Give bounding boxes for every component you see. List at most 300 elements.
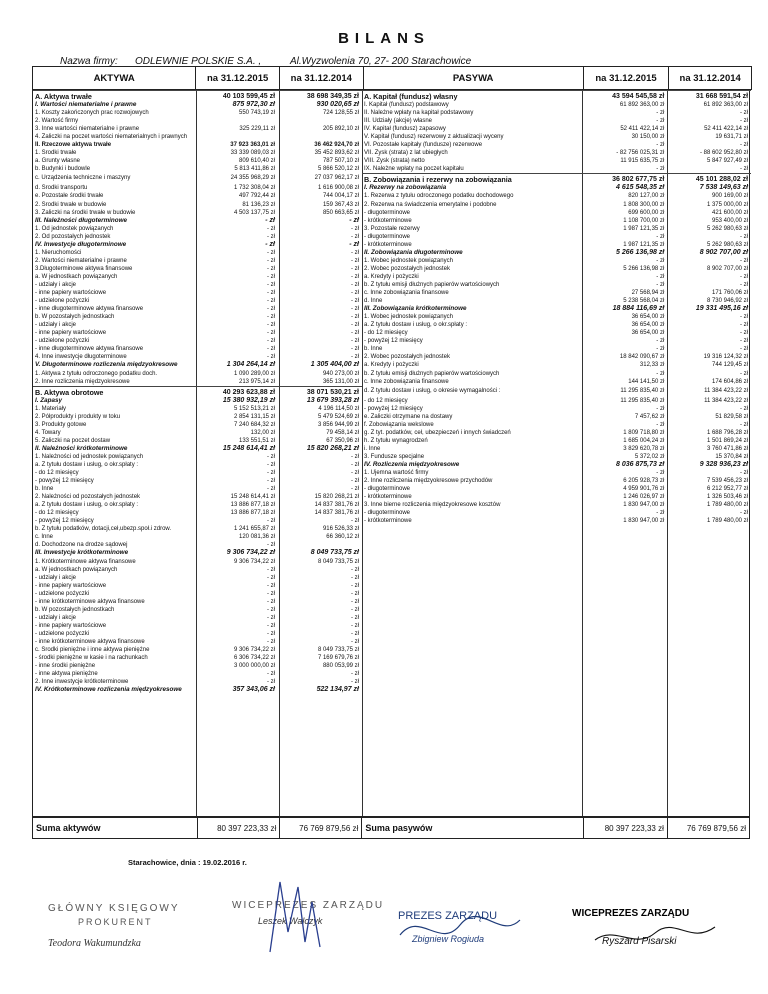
row-value-2014: - zł [351,298,359,305]
row-value-2015: - zł [267,566,276,573]
assets-row [33,217,362,225]
row-label: 1. Należności od jednostek powiązanych [35,453,144,460]
row-value-2015: - zł [267,338,276,345]
row-value-2015: - zł [265,240,276,248]
row-value-2015: - zł [267,233,276,240]
row-value-2014: 365 131,00 zł [322,378,359,385]
liabilities-row [362,397,751,405]
row-value-2014: - zł [351,346,359,353]
liabilities-row [362,517,751,525]
row-value-2015: 11 915 635,75 zł [620,158,665,165]
row-value-2014: 19 631,71 zł [715,134,749,141]
row-label: 1. Ujemna wartość firmy [364,470,429,477]
row-value-2014: - zł [740,314,749,321]
assets-row [33,125,362,133]
row-value-2014: - zł [351,225,359,232]
liabilities-row [362,437,751,445]
assets-row [33,437,362,445]
row-value-2015: - zł [267,330,276,337]
row-label: d. Inne [364,298,383,305]
assets-row [33,321,362,329]
row-value-2015: 1 685 004,24 zł [623,437,665,444]
row-value-2015: - zł [656,421,665,428]
row-label: b. Z tytułu podatków, dotacji,ceł,ubezp.społ.i zdrow. [35,526,172,533]
liabilities-row [362,297,751,305]
row-value-2014: - zł [351,306,359,313]
assets-row [33,549,362,557]
row-value-2014: 8 902 707,00 zł [706,265,749,272]
assets-row [33,249,362,257]
row-value-2014: - zł [740,338,749,345]
assets-row [33,165,362,173]
row-value-2014: - zł [351,574,359,581]
row-label: - krótkoterminowe [364,518,412,525]
row-label: c. Inne [35,534,54,541]
row-value-2014: - zł [351,478,359,485]
row-label: - udzielone pożyczki [35,338,90,345]
row-value-2014: 171 760,06 zł [711,290,749,297]
liabilities-row [362,109,751,117]
row-label: d. Dochodzone na drodze sądowej [35,542,128,549]
row-value-2014: - zł [351,566,359,573]
row-value-2015: - zł [656,110,665,117]
row-value-2014: - zł [740,510,749,517]
row-value-2014: - zł [351,265,359,272]
row-value-2014: 14 837 381,76 zł [314,510,359,517]
row-value-2014: - zł [351,461,359,468]
assets-row [33,273,362,281]
row-value-2014: 1 375 000,00 zł [706,201,749,208]
assets-row [33,541,362,549]
row-label: - inne aktywa pieniężne [35,671,98,678]
president-name: Zbigniew Rogiuda [412,934,485,944]
assets-row [33,566,362,574]
row-value-2015: 4 503 137,75 zł [233,209,276,216]
row-label: h. Z tytułu wynagrodzeń [364,437,428,444]
assets-row [33,184,362,192]
liabilities-row [362,337,751,345]
row-label: c. Inne zobowiązania finansowe [364,290,449,297]
row-value-2015: 9 306 734,22 zł [233,647,276,654]
liabilities-row [362,313,751,321]
liabilities-row [362,321,751,329]
liabilities-row [362,101,751,109]
row-label: - udziały i akcje [35,614,77,621]
row-label: e. Zaliczki otrzymane na dostawy [364,413,453,420]
assets-row [33,421,362,429]
row-value-2014: - zł [349,240,359,248]
liabilities-row [362,90,751,101]
row-value-2015: 36 802 677,75 zł [612,176,665,184]
assets-row [33,173,362,184]
row-value-2015: 61 892 363,00 zł [619,102,665,108]
row-value-2014: 421 600,00 zł [711,209,749,216]
row-value-2014: 52 411 422,14 zł [704,126,749,133]
row-label: III. Zobowiązania krótkoterminowe [364,305,467,313]
liabilities-row [362,413,751,421]
row-label: a. Kredyty i pożyczki [364,273,419,280]
row-label: - długoterminowe [364,209,411,216]
assets-row [33,370,362,378]
assets-row [33,517,362,525]
row-value-2015: - zł [267,598,276,605]
row-value-2015: 820 127,00 zł [628,193,665,200]
row-value-2015: 15 248 614,41 zł [222,444,276,452]
row-label: III. Należności długoterminowe [35,216,128,224]
row-value-2014: - zł [351,679,359,686]
row-label: V. Długoterminowe rozliczenia międzyokresowe [35,361,178,369]
row-value-2014: - zł [351,622,359,629]
vp2-title: WICEPREZES ZARZĄDU [572,908,690,919]
assets-row [33,622,362,630]
row-label: 4. Inne inwestycje długoterminowe [35,354,127,361]
row-value-2014: 11 384 423,22 zł [704,387,749,394]
liabilities-row [362,501,751,509]
row-value-2015: 809 610,40 zł [238,158,276,165]
row-label: 1. Aktywa z tytułu odroczonego podatku doch. [35,370,158,377]
liabilities-row [362,429,751,437]
row-value-2014: 9 328 936,23 zł [699,460,749,468]
row-value-2014: - zł [351,290,359,297]
row-value-2014: - zł [351,606,359,613]
row-value-2014: 5 262 980,63 zł [706,241,749,248]
liabilities-row [362,353,751,361]
row-label: d. Środki transportu [35,185,88,192]
assets-row [33,209,362,217]
row-value-2014: 1 305 404,00 zł [310,361,359,369]
assets-row [33,281,362,289]
liabilities-row [362,201,751,209]
row-value-2015: 357 343,06 zł [232,686,276,694]
row-value-2015: 40 103 599,45 zł [222,93,276,100]
row-value-2014: - zł [740,405,749,412]
row-label: II. Należności krótkoterminowe [35,444,128,452]
row-label: 1. Środki trwałe [35,150,77,157]
row-label: VII. Zysk (strata) z lat ubiegłych [364,150,448,157]
liabilities-row [362,421,751,429]
row-value-2014: 8 049 733,75 zł [317,558,359,565]
assets-total-2015: 80 397 223,33 zł [198,818,280,838]
row-value-2015: - zł [267,298,276,305]
assets-row [33,590,362,598]
row-value-2015: 52 411 422,14 zł [620,126,665,133]
row-label: VI. Pozostałe kapitały (fundusze) rezerwowe [364,142,483,149]
row-value-2015: 5 266 136,98 zł [623,265,665,272]
liabilities-total-2015: 80 397 223,33 zł [584,818,668,838]
row-label: 3. Produkty gotowe [35,421,87,428]
row-value-2014: - zł [740,421,749,428]
header-assets-2014: na 31.12.2014 [280,67,364,89]
row-value-2014 [278,117,362,125]
liabilities-row [362,361,751,369]
row-label: III. Udziały (akcje) własne [364,118,433,125]
row-label: i. Inne [364,445,381,452]
row-label: 2. Inne rozliczenia międzyokresowe [35,378,130,385]
row-value-2014: - zł [351,330,359,337]
row-value-2014: - zł [351,614,359,621]
row-value-2014: 66 360,12 zł [326,534,359,541]
row-value-2014: 7 538 149,63 zł [699,184,749,192]
row-value-2015: 1 732 308,04 zł [233,185,276,192]
row-value-2014: 900 169,00 zł [711,193,749,200]
row-value-2014: - zł [351,671,359,678]
assets-row [33,101,362,109]
row-value-2014: 916 526,33 zł [322,526,359,533]
row-value-2014: 8 730 946,92 zł [706,298,749,305]
liabilities-total-2014: 76 769 879,56 zł [686,823,746,833]
row-label: - powyżej 12 miesięcy [364,405,423,412]
row-value-2014: 5 847 927,49 zł [706,158,749,165]
row-label: 2. Inne rozliczenia międzyokresowe przychodów [364,478,493,485]
row-label: 3. Pozostałe rezerwy [364,225,420,232]
liabilities-row [362,217,751,225]
row-value-2015: - zł [267,542,276,549]
row-label: - udzielone pożyczki [35,630,90,637]
row-label: - krótkoterminowe [364,217,412,224]
row-value-2015: 40 293 623,88 zł [222,388,276,396]
assets-row [33,337,362,345]
row-value-2015: 11 295 835,40 zł [620,397,665,404]
row-label: - inne papiery wartościowe [35,290,107,297]
row-value-2015: - zł [267,265,276,272]
liabilities-column [362,90,751,525]
assets-row [33,361,362,369]
row-value-2015: - zł [267,478,276,485]
assets-row [33,225,362,233]
assets-row [33,670,362,678]
row-value-2015: 36 654,00 zł [631,314,665,321]
assets-row [33,265,362,273]
row-label: - inne papiery wartościowe [35,622,107,629]
row-value-2015: 4 959 901,76 zł [623,486,665,493]
row-value-2014: 15 370,84 zł [715,453,749,460]
row-value-2014: - zł [351,354,359,361]
liabilities-row [362,241,751,249]
liabilities-row [362,453,751,461]
liabilities-row [362,509,751,517]
row-label: b. Budynki i budowle [35,166,91,173]
assets-row [33,233,362,241]
row-value-2014: 5 479 524,69 zł [317,413,359,420]
vp2-name: Ryszard Pisarski [602,936,677,947]
chief-accountant-title: GŁÓWNY KSIĘGOWY [48,903,180,914]
row-value-2015: - zł [656,346,665,353]
vp1-signature [250,872,350,962]
row-value-2015: 875 972,30 zł [232,101,276,108]
row-label: - inne środki pieniężne [35,663,96,670]
row-value-2014: - zł [351,639,359,645]
row-value-2015: - zł [267,290,276,297]
row-label: IV. Kapitał (fundusz) zapasowy [364,126,446,133]
row-value-2014: - zł [740,257,749,264]
liabilities-row [362,209,751,217]
row-value-2014 [278,133,362,141]
row-value-2014: - zł [740,233,749,240]
row-value-2015: 36 654,00 zł [631,330,665,337]
row-label: - powyżej 12 miesięcy [35,518,94,525]
row-label: 1. Materiały [35,405,67,412]
liabilities-row [362,233,751,241]
row-value-2014: - zł [351,582,359,589]
row-label: II. Należne wpłaty na kapitał podstawowy [364,110,474,117]
row-value-2015: 5 372,02 zł [634,453,665,460]
row-value-2015: - 82 756 025,31 zł [616,150,665,157]
row-label: c. Środki pieniężne i inne aktywa pieniężne [35,647,150,654]
row-label: - udzielone pożyczki [35,298,90,305]
document-title: BILANS [338,30,430,47]
place-date: Starachowice, dnia : 19.02.2016 r. [128,858,247,867]
assets-row [33,133,362,141]
row-label: - inne krótkoterminowe aktywa finansowe [35,639,145,645]
row-label: 1. Rezerwa z tytułu odroczonego podatku dochodowego [364,193,514,200]
row-value-2015: 9 306 734,22 zł [233,558,276,565]
assets-row [33,525,362,533]
assets-row [33,453,362,461]
liabilities-row [362,405,751,413]
row-value-2014: 45 101 288,02 zł [695,176,749,184]
row-value-2014: 1 326 503,46 zł [706,494,749,501]
row-label: - długoterminowe [364,510,411,517]
row-value-2015: 325 229,11 zł [239,126,276,133]
row-value-2014: 8 049 733,75 zł [317,647,359,654]
row-value-2015: 132,00 zł [250,429,276,436]
row-label: - inne długoterminowe aktywa finansowe [35,306,144,313]
row-value-2015: 1 830 947,00 zł [623,518,665,525]
row-label: - do 12 miesięcy [364,397,408,404]
assets-row [33,469,362,477]
row-value-2015: 18 842 090,67 zł [619,354,665,361]
row-label: c. Inne zobowiązania finansowe [364,378,449,385]
row-value-2015: - zł [656,510,665,517]
row-value-2015: - zł [267,273,276,280]
row-value-2014: 7 539 456,23 zł [706,478,749,485]
row-value-2014: 880 053,99 zł [322,663,359,670]
row-value-2015: 15 380 932,19 zł [222,396,276,404]
liabilities-row [362,165,751,173]
row-value-2015: 37 923 363,01 zł [230,142,276,149]
row-value-2014: 27 037 962,17 zł [314,175,359,182]
assets-row [33,353,362,361]
row-value-2015: 699 600,00 zł [628,209,665,216]
assets-row [33,405,362,413]
row-value-2014: 724 128,55 zł [322,110,359,117]
liabilities-row [362,125,751,133]
row-value-2015: 9 306 734,22 zł [226,549,276,557]
row-value-2015: 13 886 877,18 zł [230,502,276,509]
row-value-2014: 19 316 124,32 zł [703,354,749,361]
row-value-2015: 7 240 684,32 zł [233,421,276,428]
row-value-2015: - zł [267,614,276,621]
row-label: f. Zobowiązania wekslowe [364,421,434,428]
liabilities-row [362,249,751,257]
row-value-2014: - 88 602 952,80 zł [699,150,749,157]
row-value-2014: - zł [351,630,359,637]
row-value-2015: 36 654,00 zł [631,322,665,329]
row-value-2015: - zł [656,281,665,288]
assets-column [33,90,362,694]
firm-name: ODLEWNIE POLSKIE S.A. , [135,56,262,67]
balance-table [32,89,750,817]
row-value-2014: 36 462 924,70 zł [314,142,359,149]
row-value-2014: 4 196 114,50 zł [318,405,359,412]
row-value-2015: 11 295 835,40 zł [620,387,665,394]
assets-row [33,606,362,614]
liabilities-row [362,149,751,157]
row-label: a. Z tytułu dostaw i usług, o okr.spłaty : [364,322,468,329]
row-label: 2. Inne inwestycje krótkoterminowe [35,679,129,686]
liabilities-row [362,386,751,397]
row-value-2015: - zł [267,518,276,525]
row-value-2015: 5 813 411,86 zł [234,166,276,173]
assets-total-2014: 76 769 879,56 zł [280,818,362,838]
liabilities-row [362,273,751,281]
assets-row [33,485,362,493]
row-value-2015: 312,33 zł [639,362,665,369]
row-label: 2. Wobec pozostałych jednostek [364,265,450,272]
row-label: a. Kredyty i pożyczki [364,362,419,369]
row-label: 1. Krótkoterminowe aktywa finansowe [35,558,136,565]
row-value-2015: - zł [267,639,276,645]
row-label: b. Inne [35,486,54,493]
row-value-2014: 953 400,00 zł [711,217,749,224]
liabilities-row [362,345,751,353]
row-value-2014: - zł [740,281,749,288]
liabilities-row [362,265,751,273]
row-value-2014: 787 507,10 zł [322,158,359,165]
assets-row [33,558,362,566]
row-label: VIII. Zysk (strata) netto [364,158,425,165]
row-value-2014: 744 129,45 zł [711,362,749,369]
row-value-2015: - zł [267,470,276,477]
row-label: 4. Towary [35,429,61,436]
row-value-2015 [194,117,278,125]
row-label: I. Wartości niematerialne i prawne [35,101,137,108]
row-label: b. W pozostałych jednostkach [35,606,115,613]
row-value-2015: - zł [656,470,665,477]
row-value-2015: - zł [267,679,276,686]
table-header [32,66,752,90]
liabilities-row [362,485,751,493]
row-value-2014: 930 020,65 zł [316,101,359,108]
row-value-2015: 13 886 877,18 zł [230,510,276,517]
assets-row [33,329,362,337]
assets-row [33,305,362,313]
assets-row [33,646,362,654]
row-label: - do 12 miesięcy [35,510,79,517]
row-label: - długoterminowe [364,486,411,493]
row-value-2015: - zł [267,249,276,256]
assets-row [33,638,362,646]
row-label: 2. Od pozostałych jednostek [35,233,111,240]
row-value-2014: 744 004,17 zł [322,193,359,200]
row-value-2015: 1 808 300,00 zł [623,201,665,208]
row-label: - powyżej 12 miesięcy [364,338,423,345]
assets-row [33,493,362,501]
assets-row [33,445,362,453]
liabilities-row [362,305,751,313]
row-label: 2. Półprodukty i produkty w toku [35,413,121,420]
row-value-2015: 1 987 121,35 zł [623,225,665,232]
row-label: b. Inne [364,346,383,353]
row-value-2014: - zł [740,142,749,149]
row-value-2014: - zł [740,118,749,125]
row-value-2015: 1 304 264,14 zł [226,361,276,369]
row-label: - do 12 miesięcy [364,330,408,337]
row-value-2015: - zł [267,671,276,678]
liabilities-row [362,493,751,501]
row-value-2014: 6 212 952,77 zł [706,486,749,493]
row-label: 1. Koszty zakończonych prac rozwojowych [35,110,149,117]
